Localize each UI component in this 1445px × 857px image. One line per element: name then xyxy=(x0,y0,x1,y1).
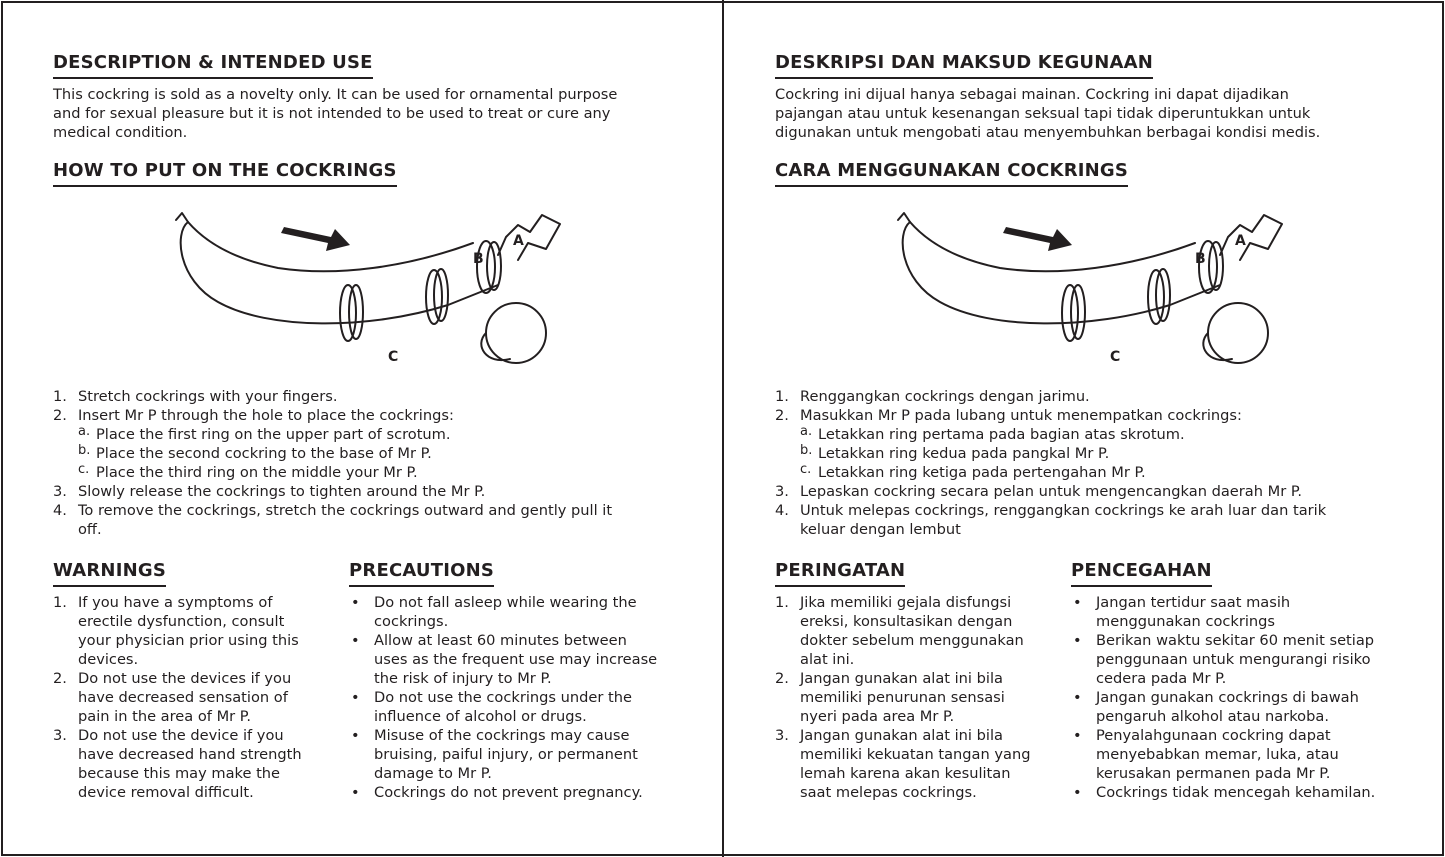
list-text: device removal difficult. xyxy=(78,784,254,801)
list-item xyxy=(53,764,302,783)
list-marker: 2. xyxy=(775,407,789,424)
list-text: Letakkan ring kedua pada pangkal Mr P. xyxy=(818,445,1110,462)
list-item xyxy=(53,406,612,425)
warnings-heading: WARNINGS xyxy=(53,560,166,587)
list-item xyxy=(775,650,1030,669)
list-marker: 1. xyxy=(53,388,67,405)
list-item xyxy=(1071,707,1375,726)
list-text: cockrings. xyxy=(374,613,449,630)
list-text: because this may make the xyxy=(78,765,281,782)
list-item xyxy=(1071,612,1375,631)
list-marker: 2. xyxy=(775,670,789,687)
list-text: cedera pada Mr P. xyxy=(1096,670,1227,687)
list-item xyxy=(775,406,1326,425)
list-marker: a. xyxy=(78,424,91,439)
how-to-heading: HOW TO PUT ON THE COCKRINGS xyxy=(53,160,397,187)
list-item xyxy=(53,650,302,669)
list-item xyxy=(1071,669,1375,688)
list-text: saat melepas cockrings. xyxy=(800,784,977,801)
list-item xyxy=(53,669,302,688)
list-text: Jangan gunakan alat ini bila xyxy=(800,727,1003,744)
description-line: digunakan untuk mengobati atau menyembuhkan berbagai kondisi medis. xyxy=(775,124,1321,141)
list-item xyxy=(349,631,657,650)
list-marker: • xyxy=(351,689,360,706)
list-text: the risk of injury to Mr P. xyxy=(374,670,552,687)
list-item xyxy=(1071,593,1375,612)
list-item xyxy=(775,707,1030,726)
list-item xyxy=(53,688,302,707)
list-item xyxy=(53,631,302,650)
list-text: Berikan waktu sekitar 60 menit setiap xyxy=(1096,632,1375,649)
warnings-list xyxy=(53,593,302,802)
list-text: have decreased sensation of xyxy=(78,689,288,706)
list-marker: 4. xyxy=(53,502,67,519)
list-item xyxy=(775,463,1326,482)
list-text: Cockrings tidak mencegah kehamilan. xyxy=(1096,784,1376,801)
list-marker: • xyxy=(1073,632,1082,649)
cockring-illustration xyxy=(168,205,524,370)
list-item xyxy=(53,593,302,612)
list-text: Place the second cockring to the base of Mr P. xyxy=(96,445,432,462)
list-text: have decreased hand strength xyxy=(78,746,302,763)
list-item xyxy=(349,707,657,726)
list-item xyxy=(349,669,657,688)
list-item xyxy=(53,501,612,520)
list-text: Do not use the cockrings under the xyxy=(374,689,632,706)
list-item xyxy=(775,783,1030,802)
list-text: menyebabkan memar, luka, atau xyxy=(1096,746,1339,763)
list-item xyxy=(1071,745,1375,764)
label-a: A xyxy=(1235,233,1246,249)
list-item xyxy=(775,745,1030,764)
list-text: pengaruh alkohol atau narkoba. xyxy=(1096,708,1329,725)
list-item xyxy=(1071,726,1375,745)
label-c: C xyxy=(388,349,399,365)
list-marker: 3. xyxy=(53,727,67,744)
list-text: Letakkan ring pertama pada bagian atas skrotum. xyxy=(818,426,1185,443)
list-item xyxy=(53,726,302,745)
list-text: your physician prior using this xyxy=(78,632,299,649)
list-marker: 1. xyxy=(775,594,789,611)
indonesian-column xyxy=(775,0,1425,857)
list-text: memiliki penurunan sensasi xyxy=(800,689,1005,706)
warnings-list xyxy=(775,593,1030,802)
list-item xyxy=(775,501,1326,520)
list-text: Letakkan ring ketiga pada pertengahan Mr P. xyxy=(818,464,1146,481)
list-text: Do not use the devices if you xyxy=(78,670,292,687)
list-text: nyeri pada area Mr P. xyxy=(800,708,955,725)
list-marker: 3. xyxy=(53,483,67,500)
list-text: lemah karena akan kesulitan xyxy=(800,765,1011,782)
list-text: Jangan tertidur saat masih xyxy=(1096,594,1291,611)
list-text: Misuse of the cockrings may cause xyxy=(374,727,630,744)
list-text: memiliki kekuatan tangan yang xyxy=(800,746,1031,763)
list-text: Insert Mr P through the hole to place the cockrings: xyxy=(78,407,454,424)
list-text: influence of alcohol or drugs. xyxy=(374,708,587,725)
list-marker: 2. xyxy=(53,670,67,687)
list-item xyxy=(1071,688,1375,707)
list-item xyxy=(775,669,1030,688)
list-text: Jangan gunakan cockrings di bawah xyxy=(1096,689,1359,706)
list-item xyxy=(1071,764,1375,783)
description-line: and for sexual pleasure but it is not intended to be used to treat or cure any xyxy=(53,105,611,122)
list-text: Place the first ring on the upper part of scrotum. xyxy=(96,426,451,443)
list-text: alat ini. xyxy=(800,651,855,668)
illustration-svg xyxy=(168,205,524,370)
list-marker: • xyxy=(351,594,360,611)
list-item xyxy=(775,593,1030,612)
list-text: Stretch cockrings with your fingers. xyxy=(78,388,338,405)
cockring-illustration xyxy=(890,205,1246,370)
list-text: erectile dysfunction, consult xyxy=(78,613,285,630)
list-text: pain in the area of Mr P. xyxy=(78,708,251,725)
description-line: medical condition. xyxy=(53,124,188,141)
list-item xyxy=(349,764,657,783)
list-text: Cockrings do not prevent pregnancy. xyxy=(374,784,643,801)
list-text: off. xyxy=(78,521,102,538)
list-item xyxy=(53,425,612,444)
list-item xyxy=(53,612,302,631)
list-item xyxy=(53,463,612,482)
list-item xyxy=(349,726,657,745)
list-item xyxy=(53,444,612,463)
precautions-heading: PRECAUTIONS xyxy=(349,560,494,587)
list-item xyxy=(775,520,1326,539)
list-item xyxy=(349,650,657,669)
list-item xyxy=(1071,783,1375,802)
list-marker: • xyxy=(1073,689,1082,706)
list-marker: 2. xyxy=(53,407,67,424)
list-marker: 1. xyxy=(53,594,67,611)
list-text: To remove the cockrings, stretch the cockrings outward and gently pull it xyxy=(78,502,613,519)
list-item xyxy=(349,612,657,631)
list-marker: • xyxy=(351,784,360,801)
description-line: This cockring is sold as a novelty only. It can be used for ornamental purpose xyxy=(53,86,618,103)
list-text: Allow at least 60 minutes between xyxy=(374,632,627,649)
list-item xyxy=(53,745,302,764)
description-line: Cockring ini dijual hanya sebagai mainan. Cockring ini dapat dijadikan xyxy=(775,86,1289,103)
list-marker: • xyxy=(1073,784,1082,801)
list-item xyxy=(349,593,657,612)
list-text: Slowly release the cockrings to tighten around the Mr P. xyxy=(78,483,486,500)
list-item xyxy=(349,745,657,764)
list-item xyxy=(775,764,1030,783)
description-text xyxy=(775,85,1320,142)
list-item xyxy=(775,631,1030,650)
list-text: If you have a symptoms of xyxy=(78,594,273,611)
label-b: B xyxy=(1195,251,1206,267)
list-text: Jika memiliki gejala disfungsi xyxy=(800,594,1012,611)
list-item xyxy=(53,387,612,406)
description-text xyxy=(53,85,617,142)
list-text: Penyalahgunaan cockring dapat xyxy=(1096,727,1331,744)
list-text: Do not use the device if you xyxy=(78,727,284,744)
list-text: Renggangkan cockrings dengan jarimu. xyxy=(800,388,1090,405)
warnings-heading: PERINGATAN xyxy=(775,560,905,587)
list-item xyxy=(775,387,1326,406)
label-a: A xyxy=(513,233,524,249)
how-to-heading: CARA MENGGUNAKAN COCKRINGS xyxy=(775,160,1128,187)
list-marker: a. xyxy=(800,424,813,439)
list-marker: 4. xyxy=(775,502,789,519)
list-text: uses as the frequent use may increase xyxy=(374,651,658,668)
list-item xyxy=(775,612,1030,631)
list-text: menggunakan cockrings xyxy=(1096,613,1276,630)
list-item xyxy=(53,783,302,802)
list-text: Masukkan Mr P pada lubang untuk menempatkan cockrings: xyxy=(800,407,1242,424)
list-item xyxy=(349,688,657,707)
list-text: Lepaskan cockring secara pelan untuk mengencangkan daerah Mr P. xyxy=(800,483,1302,500)
list-marker: • xyxy=(1073,594,1082,611)
list-text: keluar dengan lembut xyxy=(800,521,961,538)
list-marker: b. xyxy=(78,443,91,458)
direction-arrow-icon xyxy=(1003,227,1072,251)
list-item xyxy=(775,726,1030,745)
list-text: kerusakan permanen pada Mr P. xyxy=(1096,765,1331,782)
instruction-steps xyxy=(775,387,1326,539)
instruction-steps xyxy=(53,387,612,539)
list-marker: • xyxy=(351,727,360,744)
list-text: dokter sebelum menggunakan xyxy=(800,632,1024,649)
list-text: Do not fall asleep while wearing the xyxy=(374,594,637,611)
list-text: penggunaan untuk mengurangi risiko xyxy=(1096,651,1371,668)
list-marker: 1. xyxy=(775,388,789,405)
list-item xyxy=(775,688,1030,707)
list-item xyxy=(775,482,1326,501)
label-b: B xyxy=(473,251,484,267)
list-marker: • xyxy=(1073,727,1082,744)
column-divider xyxy=(722,0,724,857)
list-item xyxy=(53,482,612,501)
list-text: ereksi, konsultasikan dengan xyxy=(800,613,1013,630)
list-text: Place the third ring on the middle your Mr P. xyxy=(96,464,418,481)
list-text: bruising, paiful injury, or permanent xyxy=(374,746,638,763)
list-marker: b. xyxy=(800,443,813,458)
list-marker: • xyxy=(351,632,360,649)
list-marker: 3. xyxy=(775,727,789,744)
illustration-svg xyxy=(890,205,1246,370)
description-heading: DESCRIPTION & INTENDED USE xyxy=(53,52,373,79)
list-item xyxy=(775,444,1326,463)
list-item xyxy=(1071,650,1375,669)
list-item xyxy=(53,520,612,539)
precautions-heading: PENCEGAHAN xyxy=(1071,560,1212,587)
list-text: damage to Mr P. xyxy=(374,765,492,782)
english-column xyxy=(53,0,703,857)
list-item xyxy=(53,707,302,726)
label-c: C xyxy=(1110,349,1121,365)
list-marker: 3. xyxy=(775,483,789,500)
list-text: Untuk melepas cockrings, renggangkan cockrings ke arah luar dan tarik xyxy=(800,502,1327,519)
precautions-list xyxy=(349,593,657,802)
description-heading: DESKRIPSI DAN MAKSUD KEGUNAAN xyxy=(775,52,1153,79)
list-text: Jangan gunakan alat ini bila xyxy=(800,670,1003,687)
precautions-list xyxy=(1071,593,1375,802)
description-line: pajangan atau untuk kesenangan seksual tapi tidak diperuntukkan untuk xyxy=(775,105,1311,122)
list-marker: c. xyxy=(78,462,90,477)
list-text: devices. xyxy=(78,651,139,668)
list-item xyxy=(349,783,657,802)
list-marker: c. xyxy=(800,462,812,477)
list-item xyxy=(775,425,1326,444)
direction-arrow-icon xyxy=(281,227,350,251)
list-item xyxy=(1071,631,1375,650)
